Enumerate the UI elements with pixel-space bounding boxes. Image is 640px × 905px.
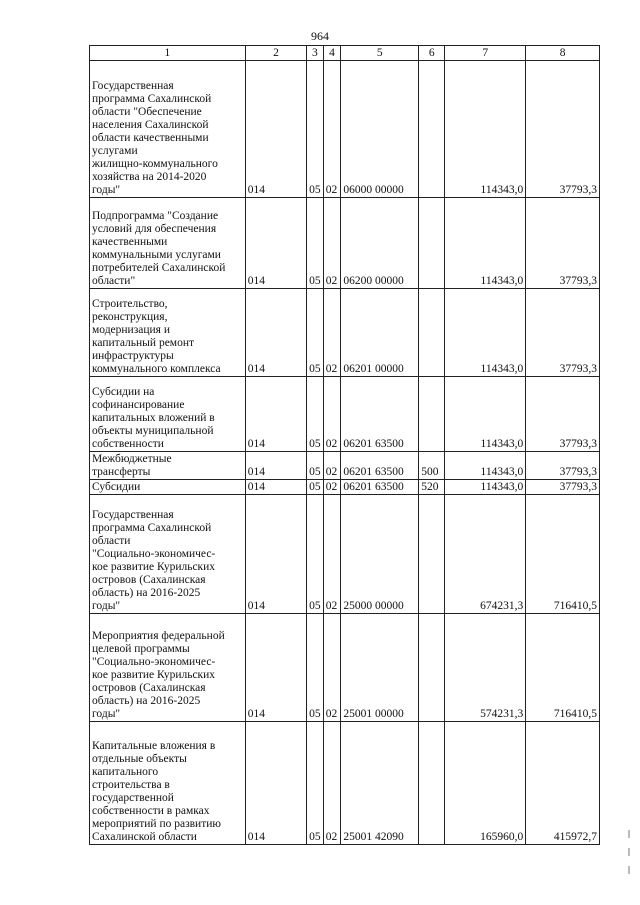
row-target-article-cell: 06201 63500 <box>341 480 419 495</box>
row-section-cell: 05 <box>307 614 324 722</box>
row-amount-1-cell: 114343,0 <box>445 480 526 495</box>
row-subsection-cell: 02 <box>323 614 341 722</box>
row-expense-type-cell: 500 <box>419 452 445 480</box>
header-cell-5: 5 <box>341 46 419 61</box>
row-expense-type-cell <box>419 495 445 614</box>
row-amount-1-cell: 114343,0 <box>445 289 526 377</box>
table-row <box>90 198 600 289</box>
row-code-cell: 014 <box>245 722 306 845</box>
header-cell-6: 6 <box>419 46 445 61</box>
header-cell-3: 3 <box>307 46 324 61</box>
row-code-cell: 014 <box>245 377 306 452</box>
table-row <box>90 495 600 614</box>
row-amount-2-cell: 37793,3 <box>526 289 600 377</box>
row-amount-2-cell: 37793,3 <box>526 452 600 480</box>
row-name-cell <box>90 452 246 480</box>
row-name-cell <box>90 480 246 495</box>
row-name-text: Капитальные вложения в отдельные объекты капитального строительства в государственной собственности в рамках мероприятий по развитию Сахалинской области <box>92 740 221 843</box>
row-amount-2-cell: 37793,3 <box>526 198 600 289</box>
header-cell-7: 7 <box>445 46 526 61</box>
row-name-text: Подпрограмма "Создание условий для обеспечения качественными коммунальными услугами потребителей Сахалинской области" <box>92 210 226 287</box>
row-code-cell: 014 <box>245 289 306 377</box>
row-name-cell <box>90 377 246 452</box>
row-name-text: Мероприятия федеральной целевой программы "Социально-экономичес- кое развитие Курильских островов (Сахалинская область) на 2016-2025 годы" <box>92 630 225 720</box>
page-number: 964 <box>311 29 329 43</box>
row-name-cell <box>90 198 246 289</box>
row-name-text: Государственная программа Сахалинской области "Обеспечение населения Сахалинской области качественными услугами жилищно-коммунального хозяйства на 2014-2020 годы" <box>92 80 218 196</box>
table-row <box>90 722 600 845</box>
row-amount-2-cell: 415972,7 <box>526 722 600 845</box>
row-expense-type-cell <box>419 614 445 722</box>
row-subsection-cell: 02 <box>323 722 341 845</box>
table-row <box>90 289 600 377</box>
row-amount-2-cell: 37793,3 <box>526 377 600 452</box>
table-row <box>90 480 600 495</box>
row-amount-1-cell: 114343,0 <box>445 377 526 452</box>
row-target-article-cell: 06201 63500 <box>341 377 419 452</box>
row-amount-2-cell: 716410,5 <box>526 495 600 614</box>
row-subsection-cell: 02 <box>323 452 341 480</box>
row-amount-1-cell: 114343,0 <box>445 61 526 198</box>
table-row <box>90 61 600 198</box>
row-name-text: Субсидии на софинансирование капитальных вложений в объекты муниципальной собственности <box>92 386 215 450</box>
row-code-cell: 014 <box>245 480 306 495</box>
row-amount-2-cell: 37793,3 <box>526 61 600 198</box>
row-target-article-cell: 25001 42090 <box>341 722 419 845</box>
row-amount-1-cell: 674231,3 <box>445 495 526 614</box>
table-row <box>90 452 600 480</box>
row-subsection-cell: 02 <box>323 198 341 289</box>
row-target-article-cell: 06201 63500 <box>341 452 419 480</box>
row-code-cell: 014 <box>245 452 306 480</box>
row-expense-type-cell <box>419 61 445 198</box>
row-section-cell: 05 <box>307 289 324 377</box>
row-section-cell: 05 <box>307 198 324 289</box>
table-row <box>90 377 600 452</box>
header-cell-1: 1 <box>90 46 246 61</box>
row-name-cell <box>90 495 246 614</box>
row-target-article-cell: 06000 00000 <box>341 61 419 198</box>
row-target-article-cell: 25001 00000 <box>341 614 419 722</box>
row-name-text: Строительство, реконструкция, модернизация и капитальный ремонт инфраструктуры коммунального комплекса <box>92 298 221 375</box>
budget-table <box>89 45 600 845</box>
row-name-text: Государственная программа Сахалинской области "Социально-экономичес- кое развитие Курильских островов (Сахалинская область) на 2016-2025 годы" <box>92 509 216 612</box>
row-name-cell <box>90 722 246 845</box>
row-target-article-cell: 06201 00000 <box>341 289 419 377</box>
row-code-cell: 014 <box>245 614 306 722</box>
row-expense-type-cell <box>419 377 445 452</box>
row-section-cell: 05 <box>307 495 324 614</box>
header-cell-2: 2 <box>245 46 306 61</box>
row-target-article-cell: 25000 00000 <box>341 495 419 614</box>
header-cell-8: 8 <box>526 46 600 61</box>
row-code-cell: 014 <box>245 495 306 614</box>
row-section-cell: 05 <box>307 377 324 452</box>
row-subsection-cell: 02 <box>323 61 341 198</box>
row-subsection-cell: 02 <box>323 289 341 377</box>
row-subsection-cell: 02 <box>323 377 341 452</box>
row-name-cell <box>90 289 246 377</box>
table-row <box>90 614 600 722</box>
table-header-row <box>90 46 600 61</box>
scan-mark <box>628 830 630 838</box>
row-section-cell: 05 <box>307 480 324 495</box>
row-amount-2-cell: 37793,3 <box>526 480 600 495</box>
row-expense-type-cell <box>419 289 445 377</box>
row-name-text: Субсидии <box>92 481 141 493</box>
row-code-cell: 014 <box>245 198 306 289</box>
scan-mark <box>628 866 630 874</box>
row-section-cell: 05 <box>307 61 324 198</box>
row-subsection-cell: 02 <box>323 480 341 495</box>
row-amount-2-cell: 716410,5 <box>526 614 600 722</box>
row-amount-1-cell: 574231,3 <box>445 614 526 722</box>
row-target-article-cell: 06200 00000 <box>341 198 419 289</box>
row-code-cell: 014 <box>245 61 306 198</box>
row-name-text: Межбюджетные трансферты <box>92 453 172 478</box>
row-section-cell: 05 <box>307 452 324 480</box>
header-cell-4: 4 <box>323 46 341 61</box>
row-expense-type-cell <box>419 198 445 289</box>
row-expense-type-cell: 520 <box>419 480 445 495</box>
scan-mark <box>628 848 630 856</box>
row-amount-1-cell: 114343,0 <box>445 452 526 480</box>
row-subsection-cell: 02 <box>323 495 341 614</box>
row-name-cell <box>90 614 246 722</box>
row-amount-1-cell: 114343,0 <box>445 198 526 289</box>
row-section-cell: 05 <box>307 722 324 845</box>
row-amount-1-cell: 165960,0 <box>445 722 526 845</box>
row-expense-type-cell <box>419 722 445 845</box>
row-name-cell <box>90 61 246 198</box>
